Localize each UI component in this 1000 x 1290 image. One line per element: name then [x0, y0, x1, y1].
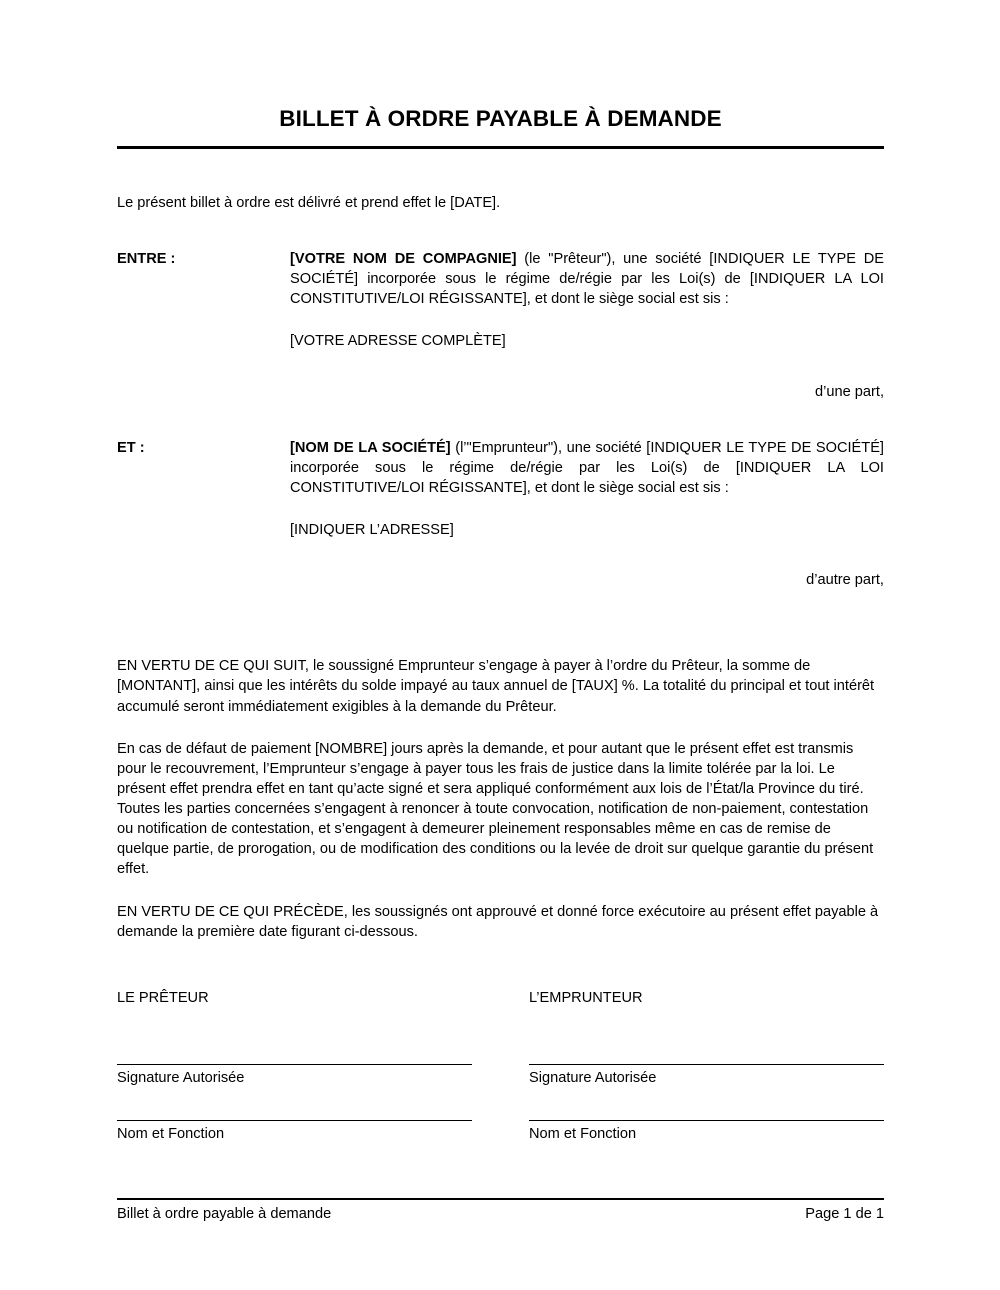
signature-heading-borrower: L’EMPRUNTEUR	[529, 989, 643, 1006]
party-label-borrower: ET :	[117, 439, 145, 456]
name-function-caption-lender: Nom et Fonction	[117, 1126, 225, 1142]
name-function-line-row	[117, 1120, 884, 1144]
intro-paragraph: Le présent billet à ordre est délivré et prend effet le [DATE].	[117, 194, 501, 211]
recital-paragraph-1: EN VERTU DE CE QUI SUIT, le soussigné Emprunteur s’engage à payer à l’ordre du Prêteur, la somme de [MONTANT], ainsi que les intérêts du solde impayé au taux annuel de [TAUX] %. La totalité du principal et tout intérêt accumulé seront immédiatement exigibles à la demande du Prêteur.	[117, 658, 875, 715]
name-function-line-lender[interactable]	[117, 1120, 472, 1144]
page-title: BILLET À ORDRE PAYABLE À DEMANDE	[279, 106, 722, 131]
footer-document-name: Billet à ordre payable à demande	[117, 1205, 332, 1222]
footer-divider	[117, 1198, 884, 1200]
borrower-description: (l’"Emprunteur"), une société [INDIQUER LE TYPE DE SOCIÉTÉ] incorporée sous le régime de/régie par les Loi(s) de [INDIQUER LA LOI CONSTITUTIVE/LOI RÉGISSANTE], et dont le siège social est sis :	[290, 439, 884, 496]
party-block-lender	[117, 249, 884, 352]
borrower-closing: d’autre part,	[806, 572, 884, 589]
signature-caption-borrower: Signature Autorisée	[529, 1069, 657, 1086]
lender-address-placeholder: [VOTRE ADRESSE COMPLÈTE]	[290, 333, 506, 350]
party-block-borrower	[117, 438, 884, 541]
signature-line-borrower[interactable]	[529, 1064, 884, 1088]
signature-heading-row	[117, 988, 884, 1008]
name-function-caption-borrower: Nom et Fonction	[529, 1126, 637, 1142]
signature-column-borrower	[529, 988, 884, 1008]
document-content	[117, 0, 884, 1144]
borrower-address-placeholder: [INDIQUER L’ADRESSE]	[290, 522, 454, 538]
signature-line-lender[interactable]	[117, 1064, 472, 1088]
footer-page-number: Page 1 de 1	[805, 1205, 884, 1222]
signature-line-row	[117, 1064, 884, 1088]
lender-name-placeholder: [VOTRE NOM DE COMPAGNIE]	[290, 251, 517, 267]
signature-heading-lender: LE PRÊTEUR	[117, 989, 209, 1006]
borrower-name-placeholder: [NOM DE LA SOCIÉTÉ]	[290, 439, 451, 456]
lender-closing: d’une part,	[815, 383, 884, 400]
lender-description: (le "Prêteur"), une société [INDIQUER LE TYPE DE SOCIÉTÉ] incorporée sous le régime de/régie par les Loi(s) de [INDIQUER LA LOI CONSTITUTIVE/LOI RÉGISSANTE], et dont le siège social est sis :	[290, 251, 884, 308]
signature-caption-lender: Signature Autorisée	[117, 1069, 245, 1086]
title-divider	[117, 146, 884, 149]
page-footer	[117, 1198, 884, 1224]
party-body-lender	[290, 249, 884, 352]
signature-column-lender	[117, 988, 472, 1008]
footer-row	[117, 1204, 884, 1224]
recital-paragraph-3: EN VERTU DE CE QUI PRÉCÈDE, les soussignés ont approuvé et donné force exécutoire au présent effet payable à demande la première date figurant ci-dessous.	[117, 903, 879, 940]
party-label-lender: ENTRE :	[117, 251, 176, 267]
name-function-line-borrower[interactable]	[529, 1120, 884, 1144]
recital-paragraph-2: En cas de défaut de paiement [NOMBRE] jours après la demande, et pour autant que le présent effet est transmis pour le recouvrement, l’Emprunteur s’engage à payer tous les frais de justice dans la limite tolérée par la loi. Le présent effet prendra effet en tant qu’acte signé et sera appliqué conformément aux lois de l’État/la Province du tiré. Toutes les parties concernées s’engagent à renoncer à toute convocation, notification de non-paiement, contestation ou notification de contestation, et s’engagent à demeurer pleinement responsables même en cas de remise de quelque partie, de prorogation, ou de modification des conditions ou la levée de droit sur quelque garantie du présent effet.	[117, 740, 874, 878]
party-body-borrower	[290, 438, 884, 541]
